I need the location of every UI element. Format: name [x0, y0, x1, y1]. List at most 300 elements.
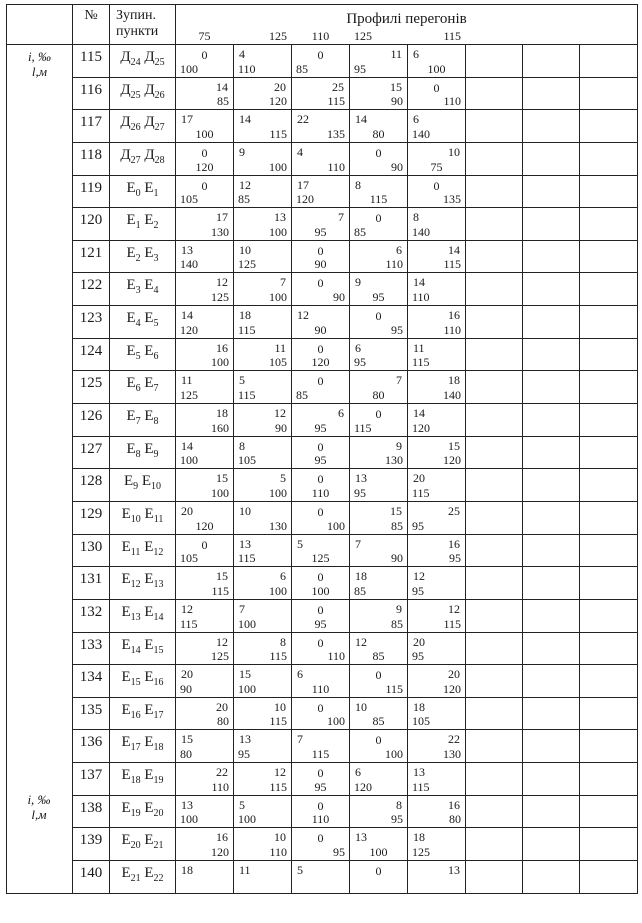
segment-length: 100 — [211, 355, 229, 370]
empty-cell — [580, 371, 638, 404]
segment-length: 95 — [412, 583, 424, 598]
empty-cell — [580, 599, 638, 632]
segment-slope: 9 — [239, 144, 245, 159]
stop-letter: Е — [126, 375, 136, 392]
empty-cell — [466, 338, 523, 371]
stop-letter: Е — [121, 799, 131, 816]
empty-cell — [580, 273, 638, 306]
segment-length: 100 — [269, 159, 287, 174]
segment-slope: 17 — [216, 210, 228, 225]
segment-length: 160 — [211, 420, 229, 435]
segment-slope: 7 — [338, 210, 344, 225]
stop-letter: Е — [121, 571, 131, 588]
stop-index: 13 — [130, 611, 141, 623]
stop-letter: Е — [144, 799, 154, 816]
row-number: 125 — [73, 371, 110, 404]
segment-slope: 13 — [448, 863, 460, 878]
empty-cell — [580, 469, 638, 502]
segment-slope: 13 — [239, 732, 251, 747]
segment-length: 100 — [311, 583, 330, 598]
segment-slope: 5 — [280, 471, 286, 486]
segment-length: 140 — [412, 224, 430, 239]
empty-cell — [580, 730, 638, 763]
segment-slope: 13 — [181, 242, 193, 257]
empty-cell — [466, 730, 523, 763]
stop-index: 4 — [153, 285, 159, 297]
segment-slope: 12 — [413, 569, 425, 584]
stop-letter: Е — [144, 571, 154, 588]
row-number: 127 — [73, 436, 110, 469]
stop-index: 27 — [130, 154, 141, 166]
table-row — [7, 45, 638, 78]
stop-letter: Е — [144, 342, 154, 359]
segment-slope: 7 — [239, 601, 245, 616]
segment-length: 90 — [314, 257, 327, 272]
stop-points — [110, 599, 176, 632]
empty-cell — [523, 469, 580, 502]
segment-slope: 10 — [239, 242, 251, 257]
stop-points — [110, 501, 176, 534]
segment-length: 125 — [211, 649, 229, 664]
segment-length: 95 — [391, 812, 403, 827]
empty-cell — [523, 632, 580, 665]
segment-length: 115 — [443, 616, 461, 631]
segment-length: 95 — [354, 61, 366, 76]
segment-length: 125 — [354, 29, 372, 43]
segment-length: 100 — [211, 485, 229, 500]
row-number: 134 — [73, 665, 110, 698]
segment-length: 95 — [238, 747, 250, 762]
segment-length: 100 — [238, 616, 256, 631]
segment-slope: 11 — [413, 340, 425, 355]
segment-slope: 0 — [317, 700, 324, 715]
segment-length: 85 — [296, 388, 308, 403]
segment-slope: 0 — [375, 407, 382, 422]
empty-cell — [466, 469, 523, 502]
segment-slope: 20 — [413, 634, 425, 649]
stop-points — [110, 665, 176, 698]
stop-index: 22 — [153, 873, 164, 885]
stop-letter: Е — [126, 244, 136, 261]
segment-slope: 20 — [216, 699, 228, 714]
stop-letter: Е — [121, 767, 131, 784]
segment-length: 100 — [369, 845, 388, 860]
segment-length: 75 — [430, 159, 443, 174]
segment-length: 95 — [314, 779, 327, 794]
stop-letter: Е — [126, 342, 136, 359]
segment-slope: 25 — [448, 503, 460, 518]
segment-slope: 4 — [239, 47, 245, 61]
empty-cell — [523, 534, 580, 567]
stop-index: 15 — [130, 677, 141, 689]
stop-letter: Д — [120, 49, 131, 65]
empty-cell — [580, 404, 638, 437]
stop-index: 3 — [135, 285, 141, 297]
segment-length: 120 — [269, 94, 287, 109]
segment-slope: 15 — [448, 438, 460, 453]
stop-index: 1 — [153, 187, 159, 199]
segment-length: 80 — [217, 714, 229, 729]
stop-points — [110, 436, 176, 469]
empty-cell — [580, 436, 638, 469]
segment-slope: 6 — [338, 406, 344, 421]
segment-length: 80 — [449, 812, 461, 827]
empty-cell — [580, 665, 638, 698]
segment-length: 80 — [180, 747, 192, 762]
segment-length: 75 — [198, 29, 211, 43]
row-number: 131 — [73, 567, 110, 600]
segment-length: 95 — [333, 845, 345, 860]
empty-cell — [466, 77, 523, 110]
segment-length: 115 — [443, 29, 461, 43]
stop-letter: Е — [144, 212, 154, 229]
segment-slope: 15 — [390, 79, 402, 94]
empty-cell — [466, 404, 523, 437]
stop-index: 7 — [135, 416, 141, 428]
profile-table-body — [7, 29, 638, 894]
stop-index: 9 — [133, 481, 139, 493]
stop-points — [110, 632, 176, 665]
table-row — [7, 273, 638, 306]
segment-slope: 0 — [317, 504, 324, 519]
segment-slope: 14 — [413, 406, 425, 421]
row-number: 124 — [73, 338, 110, 371]
segment-length: 140 — [412, 126, 430, 141]
header-profiles: Профилі перегонів — [176, 5, 638, 45]
segment-slope: 8 — [396, 797, 402, 812]
segment-slope: 0 — [317, 243, 324, 258]
segment-length: 135 — [327, 126, 345, 141]
segment-slope: 13 — [239, 536, 251, 551]
segment-length: 105 — [180, 551, 198, 566]
segment-length: 130 — [269, 518, 287, 533]
segment-slope: 20 — [181, 503, 193, 518]
stop-index: 15 — [153, 644, 164, 656]
segment-length: 115 — [269, 126, 287, 141]
empty-cell — [466, 828, 523, 861]
segment-slope: 6 — [280, 569, 286, 584]
empty-cell — [523, 110, 580, 143]
stop-points — [110, 338, 176, 371]
table-row — [7, 632, 638, 665]
empty-cell — [523, 338, 580, 371]
segment-length: 85 — [217, 94, 229, 109]
empty-cell — [523, 273, 580, 306]
segment-slope: 8 — [355, 177, 361, 192]
segment-length: 80 — [372, 126, 385, 141]
segment-length: 120 — [354, 779, 372, 794]
empty-cell — [466, 599, 523, 632]
segment-length: 110 — [269, 845, 287, 860]
segment-slope: 10 — [274, 830, 286, 845]
stop-index: 3 — [153, 252, 159, 264]
segment-length: 85 — [296, 61, 308, 76]
segment-length: 85 — [354, 224, 366, 239]
profile-segment — [176, 845, 234, 894]
segment-slope: 12 — [274, 765, 286, 780]
row-number: 120 — [73, 208, 110, 241]
stop-index: 2 — [135, 252, 141, 264]
stop-index: 1 — [135, 220, 141, 232]
stop-letter: Е — [126, 408, 136, 425]
segment-slope: 14 — [181, 438, 193, 453]
stop-index: 18 — [153, 742, 164, 754]
stop-points — [110, 208, 176, 241]
segment-slope: 5 — [297, 863, 303, 878]
stop-points — [110, 795, 176, 828]
side-header — [7, 5, 73, 45]
segment-length: 100 — [269, 583, 287, 598]
segment-slope: 6 — [396, 242, 402, 257]
stop-letter: Е — [121, 669, 131, 686]
segment-slope: 0 — [317, 602, 324, 617]
segment-slope: 18 — [413, 699, 425, 714]
stop-index: 16 — [130, 709, 141, 721]
segment-length: 125 — [269, 29, 287, 43]
stop-index: 12 — [130, 579, 141, 591]
segment-slope: 18 — [355, 569, 367, 584]
stop-points — [110, 77, 176, 110]
profile-segment — [292, 845, 350, 894]
segment-length: 100 — [327, 714, 345, 729]
side-label-top-slope: i, ‰ — [27, 49, 52, 64]
stop-index: 6 — [135, 383, 141, 395]
segment-length: 90 — [275, 420, 287, 435]
stop-points — [110, 697, 176, 730]
segment-length: 110 — [311, 29, 330, 43]
segment-slope: 0 — [317, 766, 324, 781]
segment-slope: 11 — [390, 47, 402, 61]
empty-cell — [466, 534, 523, 567]
stop-points — [110, 730, 176, 763]
row-number: 126 — [73, 404, 110, 437]
stop-index: 6 — [153, 350, 159, 362]
segment-slope: 16 — [448, 536, 460, 551]
row-number: 132 — [73, 599, 110, 632]
segment-length: 130 — [443, 747, 461, 762]
empty-cell — [466, 142, 523, 175]
empty-cell — [523, 77, 580, 110]
segment-slope: 0 — [375, 145, 382, 160]
segment-slope: 0 — [375, 864, 382, 879]
stop-index: 4 — [135, 318, 141, 330]
empty-cell — [580, 501, 638, 534]
segment-length: 95 — [354, 355, 366, 370]
segment-length: 125 — [211, 290, 229, 305]
segment-slope: 14 — [216, 79, 228, 94]
stop-points — [110, 567, 176, 600]
segment-slope: 0 — [317, 798, 324, 813]
stop-points — [110, 306, 176, 339]
segment-length: 95 — [449, 551, 461, 566]
segment-length: 100 — [385, 747, 403, 762]
stop-index: 27 — [154, 122, 165, 134]
stop-letter: Е — [121, 603, 131, 620]
segment-slope: 10 — [274, 699, 286, 714]
row-number: 140 — [73, 861, 110, 894]
segment-length: 120 — [195, 518, 214, 533]
segment-slope: 14 — [355, 112, 367, 127]
segment-length: 115 — [369, 192, 388, 207]
segment-slope: 0 — [317, 48, 324, 62]
stop-letter: Е — [144, 636, 154, 653]
segment-length: 105 — [269, 355, 287, 370]
segment-length: 90 — [391, 551, 403, 566]
segment-slope: 16 — [216, 830, 228, 845]
empty-cell — [466, 240, 523, 273]
empty-cell — [466, 45, 523, 78]
stop-letter: Е — [123, 473, 134, 490]
stop-index: 2 — [153, 220, 159, 232]
row-number: 138 — [73, 795, 110, 828]
segment-slope: 0 — [317, 341, 324, 356]
segment-length: 110 — [311, 812, 330, 827]
segment-slope: 0 — [317, 472, 324, 487]
stop-index: 19 — [130, 807, 141, 819]
stop-points — [110, 371, 176, 404]
table-row — [7, 142, 638, 175]
empty-cell — [580, 763, 638, 796]
segment-slope: 18 — [448, 373, 460, 388]
stop-letter: Е — [144, 538, 154, 555]
stop-index: 19 — [153, 775, 164, 787]
empty-cell — [466, 632, 523, 665]
segment-slope: 9 — [355, 275, 361, 290]
profile-segment — [408, 845, 466, 894]
segment-length: 115 — [443, 257, 461, 272]
segment-length: 85 — [391, 616, 403, 631]
segment-slope: 18 — [181, 863, 193, 878]
empty-cell — [580, 45, 638, 78]
segment-slope: 15 — [390, 503, 402, 518]
segment-slope: 6 — [413, 47, 419, 61]
segment-slope: 0 — [375, 211, 382, 226]
empty-cell — [523, 208, 580, 241]
table-row — [7, 828, 638, 861]
row-number: 139 — [73, 828, 110, 861]
empty-cell — [580, 567, 638, 600]
segment-length: 115 — [412, 485, 430, 500]
segment-length: 110 — [327, 159, 345, 174]
stop-letter: Е — [144, 505, 154, 522]
stop-index: 21 — [130, 873, 141, 885]
segment-slope: 13 — [355, 830, 367, 845]
empty-cell — [523, 861, 580, 894]
segment-slope: 18 — [216, 406, 228, 421]
empty-cell — [466, 697, 523, 730]
stop-index: 21 — [153, 840, 164, 852]
stop-index: 9 — [153, 448, 159, 460]
empty-cell — [523, 404, 580, 437]
segment-length: 90 — [391, 94, 403, 109]
stop-index: 5 — [135, 350, 141, 362]
segment-length: 95 — [372, 290, 385, 305]
segment-slope: 17 — [181, 112, 193, 127]
segment-length: 110 — [327, 649, 345, 664]
segment-length: 120 — [412, 420, 430, 435]
empty-cell — [523, 371, 580, 404]
empty-cell — [523, 142, 580, 175]
stop-letter: Е — [144, 865, 154, 882]
stop-index: 12 — [153, 546, 164, 558]
empty-cell — [523, 45, 580, 78]
segment-slope: 0 — [375, 733, 382, 748]
stop-points — [110, 240, 176, 273]
stop-letter: Е — [144, 310, 154, 327]
segment-length: 115 — [412, 355, 430, 370]
segment-length: 115 — [311, 747, 330, 762]
stop-index: 18 — [130, 775, 141, 787]
segment-length: 125 — [180, 388, 198, 403]
segment-length: 95 — [314, 224, 327, 239]
stop-points — [110, 273, 176, 306]
segment-slope: 6 — [355, 340, 361, 355]
stop-index: 25 — [154, 57, 165, 68]
segment-length: 100 — [269, 290, 287, 305]
segment-slope: 14 — [181, 308, 193, 323]
stop-points — [110, 534, 176, 567]
segment-slope: 12 — [216, 634, 228, 649]
segment-length: 100 — [427, 61, 446, 76]
segment-length: 100 — [238, 812, 256, 827]
stop-letter: Е — [144, 179, 154, 196]
segment-slope: 7 — [280, 275, 286, 290]
segment-length: 105 — [412, 714, 430, 729]
segment-slope: 11 — [274, 340, 286, 355]
segment-slope: 10 — [448, 144, 460, 159]
segment-slope: 12 — [239, 177, 251, 192]
segment-length: 85 — [238, 192, 250, 207]
segment-length: 85 — [354, 583, 366, 598]
stop-letter: Д — [120, 146, 131, 163]
empty-cell — [466, 371, 523, 404]
empty-cell — [523, 665, 580, 698]
empty-cell — [466, 567, 523, 600]
stop-index: 17 — [130, 742, 141, 754]
stop-letter: Е — [144, 244, 154, 261]
profile-segment — [234, 845, 292, 894]
stop-index: 26 — [154, 89, 165, 101]
segment-slope: 12 — [181, 601, 193, 616]
segment-slope: 13 — [413, 765, 425, 780]
segment-slope: 0 — [317, 276, 324, 291]
stop-letter: Е — [144, 669, 154, 686]
segment-slope: 0 — [201, 178, 208, 193]
empty-cell — [580, 338, 638, 371]
segment-slope: 7 — [297, 732, 303, 747]
row-number: 128 — [73, 469, 110, 502]
empty-cell — [523, 599, 580, 632]
segment-length: 115 — [354, 420, 372, 435]
segment-slope: 20 — [448, 667, 460, 682]
segment-slope: 18 — [413, 830, 425, 845]
side-label-cell — [7, 45, 73, 894]
empty-cell — [580, 175, 638, 208]
row-number: 123 — [73, 306, 110, 339]
stop-letter: Е — [121, 505, 131, 522]
row-number: 130 — [73, 534, 110, 567]
segment-length: 100 — [269, 224, 287, 239]
segment-slope: 7 — [355, 536, 361, 551]
segment-slope: 12 — [297, 308, 309, 323]
stop-letter: Е — [144, 277, 154, 294]
stop-index: 0 — [135, 187, 141, 199]
empty-cell — [580, 861, 638, 894]
row-number: 119 — [73, 175, 110, 208]
table-row — [7, 371, 638, 404]
segment-length: 130 — [385, 453, 403, 468]
stop-index: 5 — [153, 318, 159, 330]
